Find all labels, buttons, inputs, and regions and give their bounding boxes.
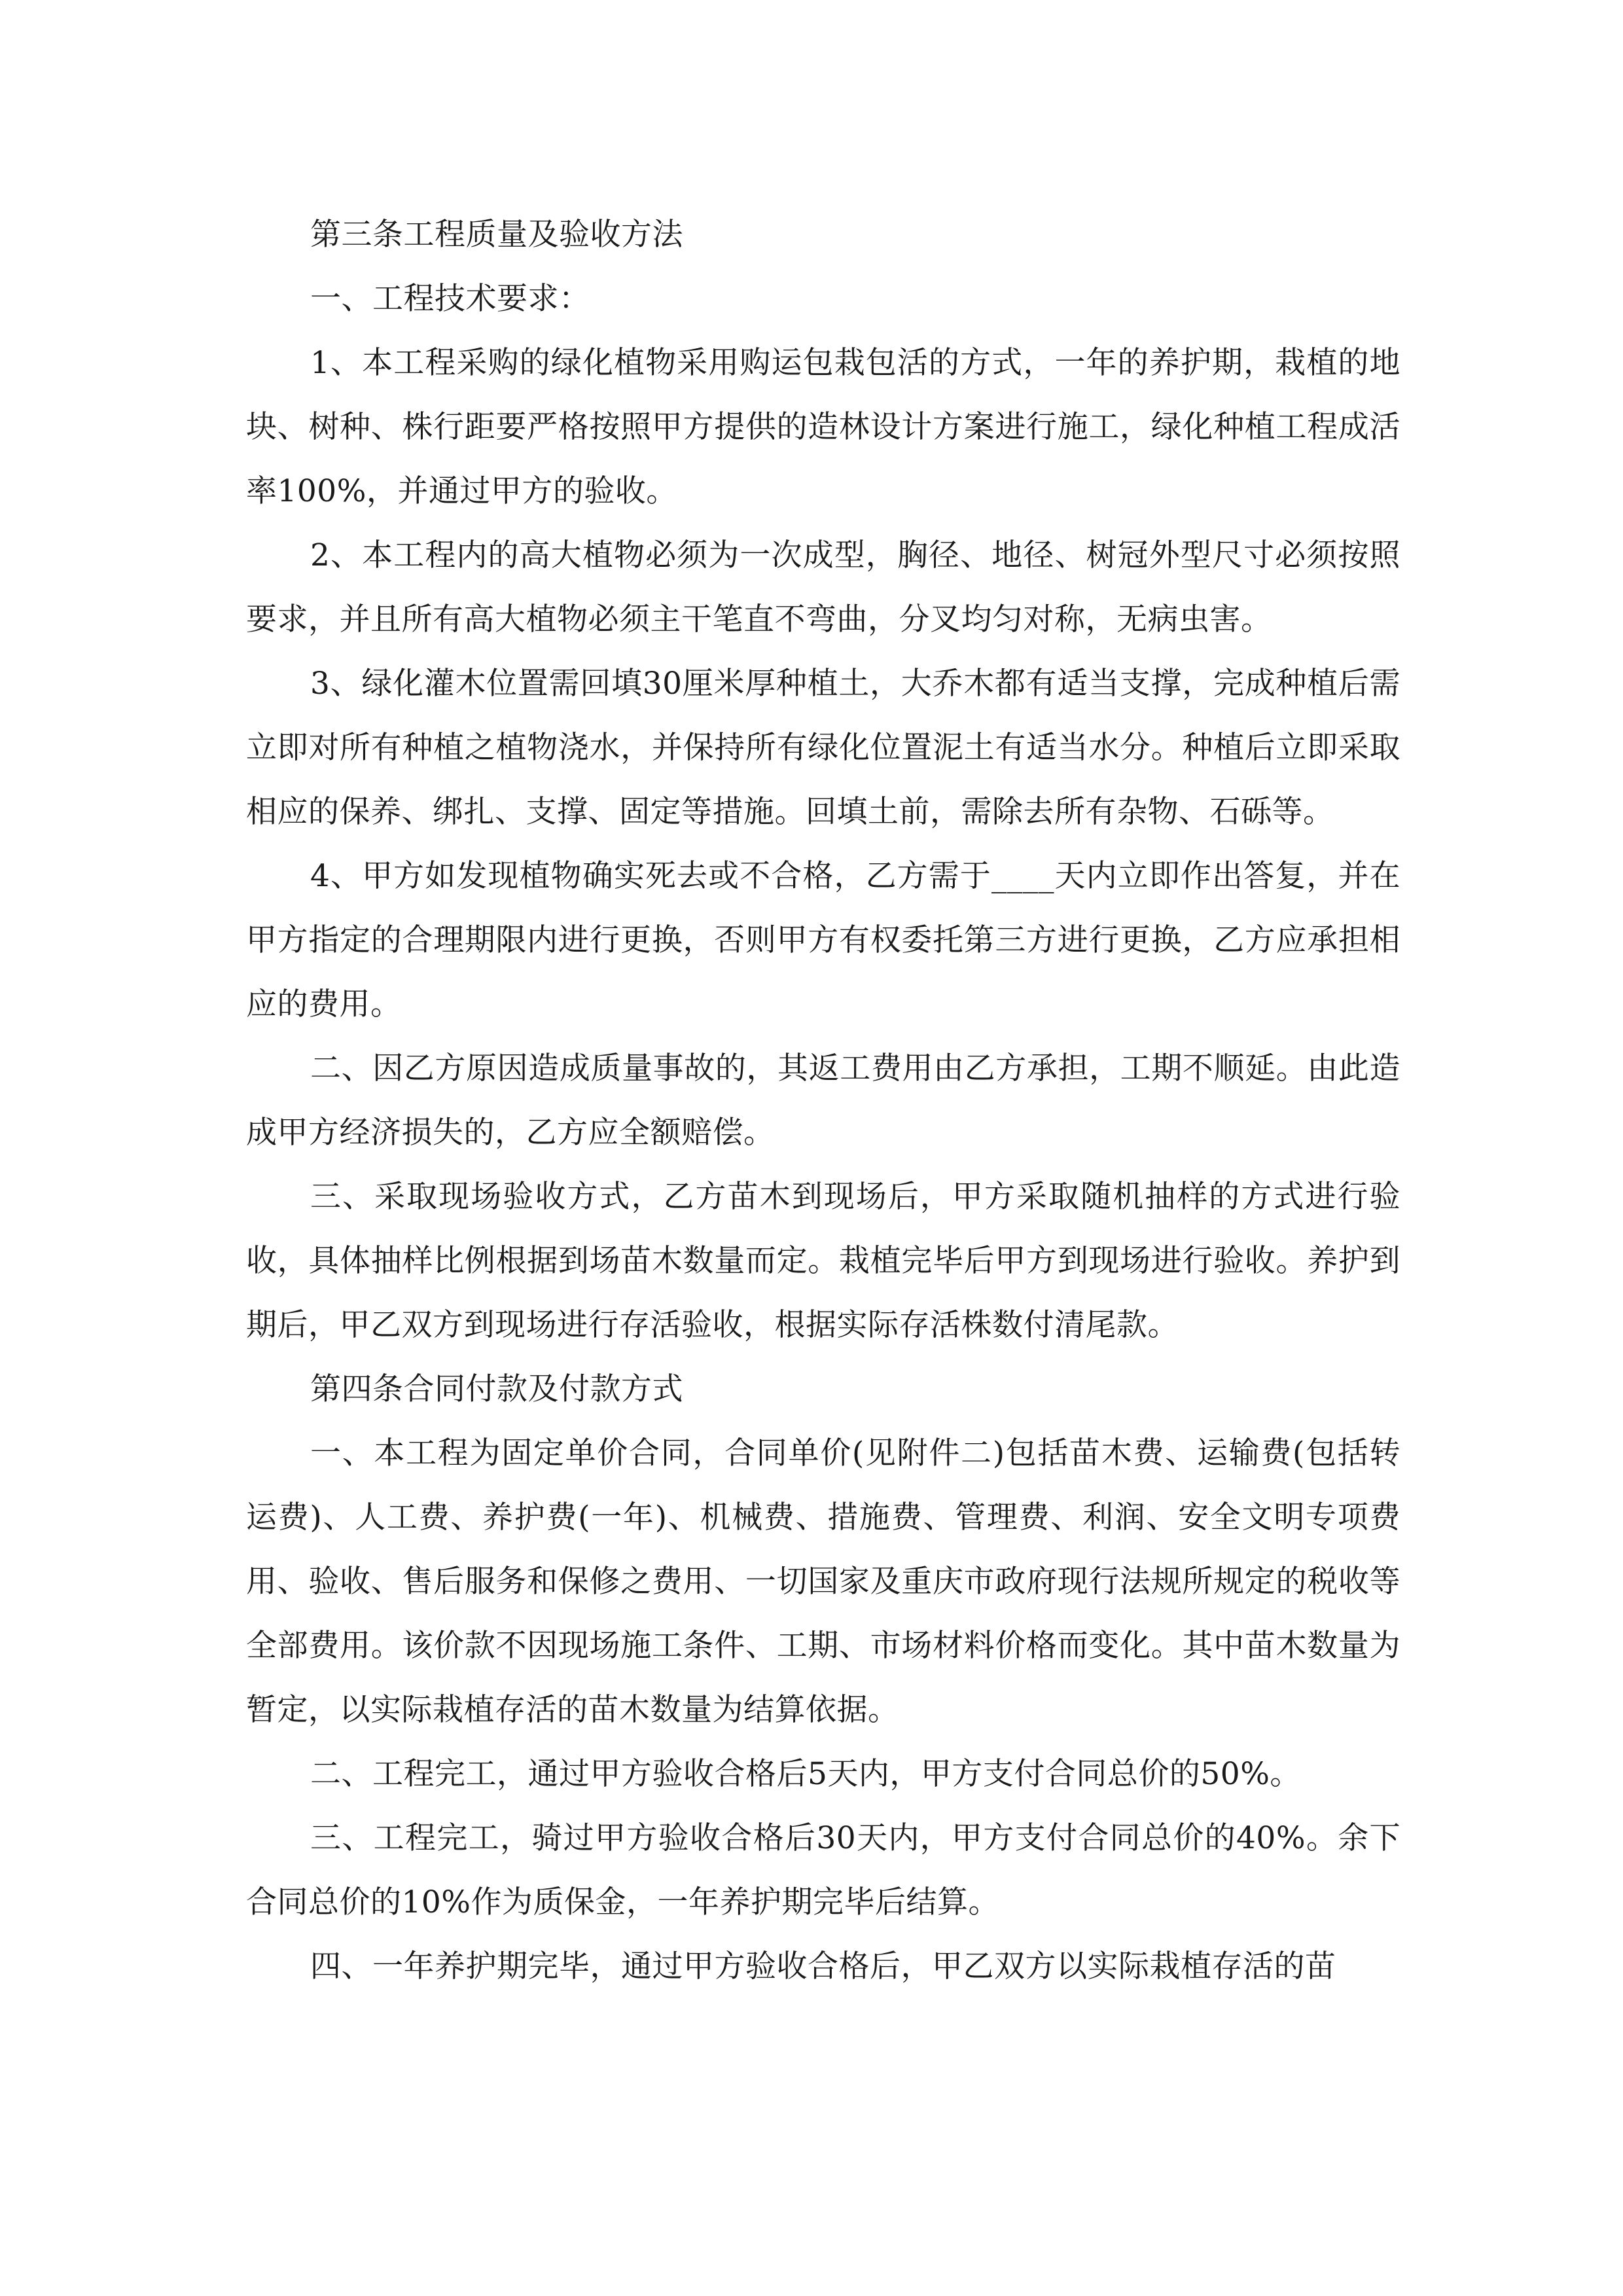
paragraph-item-1: 1、本工程采购的绿化植物采用购运包栽包活的方式，一年的养护期，栽植的地块、树种、株行距要严格按照甲方提供的造林设计方案进行施工，绿化种植工程成活率100%，并通过甲方的验收。 — [246, 345, 1400, 509]
paragraph-maintenance-settlement: 四、一年养护期完毕，通过甲方验收合格后，甲乙双方以实际栽植存活的苗 — [310, 1948, 1336, 1984]
section-heading-article-3: 第三条工程质量及验收方法 — [310, 217, 683, 253]
paragraph-payment-50: 二、工程完工，通过甲方验收合格后5天内，甲方支付合同总价的50%。 — [310, 1756, 1301, 1792]
subheading-technical-requirements: 一、工程技术要求： — [310, 281, 590, 317]
paragraph-item-4: 4、甲方如发现植物确实死去或不合格，乙方需于____天内立即作出答复，并在甲方指定的合理期限内进行更换，否则甲方有权委托第三方进行更换，乙方应承担相应的费用。 — [246, 858, 1400, 1022]
document-body — [246, 203, 1400, 1999]
paragraph-onsite-acceptance: 三、采取现场验收方式，乙方苗木到现场后，甲方采取随机抽样的方式进行验收，具体抽样比例根据到场苗木数量而定。栽植完毕后甲方到现场进行验收。养护到期后，甲乙双方到现场进行存活验收，根据实际存活株数付清尾款。 — [246, 1179, 1400, 1343]
paragraph-payment-40: 三、工程完工，骑过甲方验收合格后30天内，甲方支付合同总价的40%。余下合同总价的10%作为质保金，一年养护期完毕后结算。 — [246, 1820, 1400, 1920]
paragraph-fixed-unit-price: 一、本工程为固定单价合同，合同单价(见附件二)包括苗木费、运输费(包括转运费)、人工费、养护费(一年)、机械费、措施费、管理费、利润、安全文明专项费用、验收、售后服务和保修之费用、一切国家及重庆市政府现行法规所规定的税收等全部费用。该价款不因现场施工条件、工期、市场材料价格而变化。其中苗木数量为暂定，以实际栽植存活的苗木数量为结算依据。 — [246, 1435, 1400, 1728]
paragraph-item-3: 3、绿化灌木位置需回填30厘米厚种植土，大乔木都有适当支撑，完成种植后需立即对所有种植之植物浇水，并保持所有绿化位置泥土有适当水分。种植后立即采取相应的保养、绑扎、支撑、固定等措施。回填土前，需除去所有杂物、石砾等。 — [246, 666, 1400, 830]
section-heading-article-4: 第四条合同付款及付款方式 — [310, 1371, 683, 1407]
paragraph-quality-accident: 二、因乙方原因造成质量事故的，其返工费用由乙方承担，工期不顺延。由此造成甲方经济损失的，乙方应全额赔偿。 — [246, 1050, 1400, 1151]
paragraph-item-2: 2、本工程内的高大植物必须为一次成型，胸径、地径、树冠外型尺寸必须按照要求，并且所有高大植物必须主干笔直不弯曲，分叉均匀对称，无病虫害。 — [246, 537, 1400, 637]
